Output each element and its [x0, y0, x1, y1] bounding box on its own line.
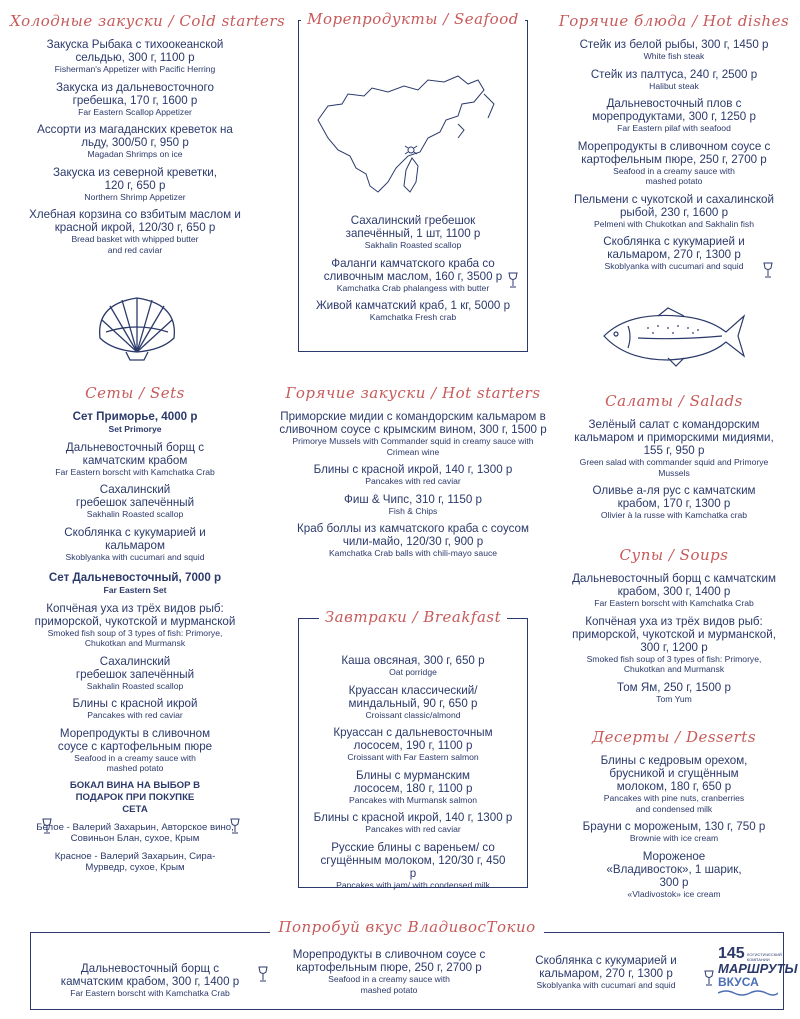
menu-item: Закуска Рыбака с тихоокеанской сельдью, 300 г, 1100 р Fisherman's Appetizer with Pacific Herring — [46, 38, 224, 74]
menu-item: Мороженое «Владивосток», 1 шарик, 300 р «Vladivostok» ice cream — [606, 849, 742, 899]
wine-glass-icon — [230, 818, 240, 834]
wine-red: Красное - Валерий Захарьин, Сира-Мурведр, сухое, Крым — [54, 850, 216, 873]
breakfast-section — [298, 608, 528, 896]
menu-item: Ассорти из магаданских креветок на льду, 300/50 г, 950 р Magadan Shrimps on ice — [37, 123, 233, 159]
salads-section — [556, 392, 792, 527]
logo-number: 145 — [718, 945, 745, 962]
menu-item: Фаланги камчатского краба со сливочным маслом, 160 г, 3500 р Kamchatka Crab phalangess with butter — [323, 256, 503, 293]
salads-title: Салаты / Salads — [605, 392, 743, 410]
menu-item: Круассан классический/ миндальный, 90 г, 650 р Croissant classic/almond — [348, 683, 478, 720]
menu-item: Морепродукты в сливочном соусе с картофельным пюре, 250 г, 2700 р Seafood in a creamy sauce with mashed potato — [577, 139, 771, 186]
menu-item: Пельмени с чукотской и сахалинской рыбой, 230 г, 1600 р Pelmeni with Chukotkan and Sakhalin fish — [574, 192, 774, 229]
menu-item: Дальневосточный борщ с камчатским крабом, 300 г, 1400 р Far Eastern borscht with Kamchatka Crab — [572, 572, 776, 608]
menu-item: Дальневосточный борщ с камчатским крабом Far Eastern borscht with Kamchatka Crab — [55, 440, 215, 477]
taste-item-1: Дальневосточный борщ с камчатским крабом, 300 г, 1400 р Far Eastern borscht with Kamchatka Crab — [60, 962, 240, 998]
menu-item: Сахалинский гребешок запечённый Sakhalin Roasted scallop — [75, 654, 195, 691]
fish-icon — [598, 306, 748, 368]
wine-glass-icon — [42, 818, 52, 834]
menu-item: Сахалинский гребешок запечённый Sakhalin Roasted scallop — [75, 483, 195, 519]
map-icon — [308, 58, 508, 198]
shell-icon — [92, 292, 182, 364]
menu-item: Скоблянка с кукумарией и кальмаром, 270 г, 1300 р Skoblyanka with cucumari and squid — [603, 235, 745, 271]
menu-item: Приморские мидии с командорским кальмаром в сливочном соусе с крымским вином, 300 г, 1500 р Primorye Mussels with Commander squid in creamy sauce with Crimean wine — [279, 410, 547, 457]
cold-starters-section — [10, 12, 286, 261]
menu-item: Краб боллы из камчатского краба с соусом чили-майо, 120/30 г, 900 р Kamchatka Crab balls with chili-mayo sauce — [297, 522, 529, 558]
menu-item: Копчёная уха из трёх видов рыб: приморской, чукотской и мурманской Smoked fish soup of 3 types of fish: Primorye, Chukotkan and Murmansk — [34, 601, 236, 648]
logo-small-text: ЛОГИСТИЧЕСКИЙ КОМПАНИИ — [746, 952, 782, 962]
desserts-section — [556, 728, 792, 905]
wine-promo: БОКАЛ ВИНА НА ВЫБОР В ПОДАРОК ПРИ ПОКУПКЕ СЕТА — [69, 779, 201, 815]
set-far-eastern: Сет Дальневосточный, 7000 р Far Eastern Set — [48, 571, 222, 595]
seafood-title: Морепродукты / Seafood — [301, 10, 525, 28]
menu-item: Закуска из дальневосточного гребешка, 170 г, 1600 р Far Eastern Scallop Appetizer — [56, 80, 214, 117]
logo-wave-icon — [718, 989, 778, 997]
menu-item: Каша овсяная, 300 г, 650 р Oat porridge — [341, 654, 485, 677]
hot-starters-title: Горячие закуски / Hot starters — [285, 384, 541, 402]
menu-item: Блины с красной икрой, 140 г, 1300 р Pancakes with red caviar — [313, 811, 513, 834]
menu-item: Копчёная уха из трёх видов рыб: приморской, чукотской и мурманской, 300 г, 1200 р Smoked fish soup of 3 types of fish: Primorye, Chukotkan and Murmansk — [572, 614, 776, 674]
taste-section — [30, 918, 784, 944]
hot-dishes-section — [556, 12, 792, 278]
breakfast-title: Завтраки / Breakfast — [319, 608, 507, 626]
wine-glass-icon — [763, 262, 773, 278]
sets-title: Сеты / Sets — [85, 384, 185, 402]
hot-starters-section — [268, 384, 558, 565]
wine-glass-icon — [704, 970, 714, 986]
menu-item: Хлебная корзина со взбитым маслом и красной икрой, 120/30 г, 650 р Bread basket with whipped butter and red caviar — [29, 208, 241, 255]
menu-item: Дальневосточный плов с морепродуктами, 300 г, 1250 р Far Eastern pilaf with seafood — [592, 97, 756, 133]
logo-line1: МАРШРУТЫ — [718, 961, 798, 976]
menu-item: Морепродукты в сливочном соусе с картофельным пюре Seafood in a creamy sauce with mashed potato — [57, 726, 213, 773]
brand-logo — [718, 945, 798, 997]
menu-item: Живой камчатский краб, 1 кг, 5000 р Kamchatka Fresh crab — [315, 299, 511, 322]
hot-dishes-title: Горячие блюда / Hot dishes — [558, 12, 790, 30]
menu-item: Том Ям, 250 г, 1500 р Tom Yum — [617, 680, 731, 704]
menu-item: Стейк из белой рыбы, 300 г, 1450 р White fish steak — [579, 38, 769, 61]
set-primorye: Сет Приморье, 4000 р Set Primorye — [72, 410, 198, 434]
menu-item: Зелёный салат с командорским кальмаром и приморскими мидиями, 155 г, 950 р Green salad with commander squid and Primorye Mussels — [574, 418, 774, 478]
soups-title: Супы / Soups — [619, 546, 729, 564]
cold-starters-title: Холодные закуски / Cold starters — [10, 12, 286, 30]
sets-section — [10, 384, 260, 880]
menu-item: Блины с мурманским лососем, 180 г, 1100 р Pancakes with Murmansk salmon — [349, 768, 477, 805]
wine-glass-icon — [508, 272, 518, 288]
menu-item: Брауни с мороженым, 130 г, 750 р Brownie with ice cream — [582, 820, 766, 843]
menu-item: Оливье а-ля рус с камчатским крабом, 170 г, 1300 р Olivier à la russe with Kamchatka crab — [592, 484, 756, 520]
wine-glass-icon — [258, 966, 268, 982]
menu-item: Русские блины с вареньем/ со сгущённым молоком, 120/30 г, 450 р Pancakes with jam/ with condensed milk — [320, 840, 506, 890]
menu-item: Скоблянка с кукумарией и кальмаром Skoblyanka with cucumari and squid — [64, 525, 206, 562]
desserts-title: Десерты / Desserts — [591, 728, 757, 746]
taste-item-3: Скоблянка с кукумарией и кальмаром, 270 г, 1300 р Skoblyanka with cucumari and squid — [535, 954, 677, 990]
menu-item: Закуска из северной креветки, 120 г, 650 р Northern Shrimp Appetizer — [53, 165, 217, 202]
menu-item: Блины с красной икрой, 140 г, 1300 р Pancakes with red caviar — [313, 463, 513, 486]
taste-title: Попробуй вкус ВладивосТокио — [270, 918, 543, 936]
menu-item: Блины с красной икрой Pancakes with red caviar — [72, 697, 198, 720]
taste-item-2: Морепродукты в сливочном соусе с картофельным пюре, 250 г, 2700 р Seafood in a creamy sauce with mashed potato — [292, 948, 486, 995]
menu-item: Сахалинский гребешок запечённый, 1 шт, 1100 р Sakhalin Roasted scallop — [345, 214, 481, 250]
menu-item: Фиш & Чипс, 310 г, 1150 р Fish & Chips — [344, 492, 482, 516]
wine-white: Белое - Валерий Захарьин, Авторское вино, Совиньон Блан, сухое, Крым — [36, 821, 234, 844]
seafood-items — [300, 214, 526, 329]
soups-section — [556, 546, 792, 710]
logo-line2: ВКУСА — [718, 975, 759, 989]
menu-item: Стейк из палтуса, 240 г, 2500 р Halibut steak — [590, 67, 758, 91]
menu-item: Круассан с дальневосточным лососем, 190 г, 1100 р Croissant with Far Eastern salmon — [333, 726, 493, 762]
menu-item: Блины с кедровым орехом, брусникой и сгущённым молоком, 180 г, 650 р Pancakes with pine nuts, cranberries and condensed milk — [600, 754, 748, 814]
seafood-section — [298, 10, 528, 36]
